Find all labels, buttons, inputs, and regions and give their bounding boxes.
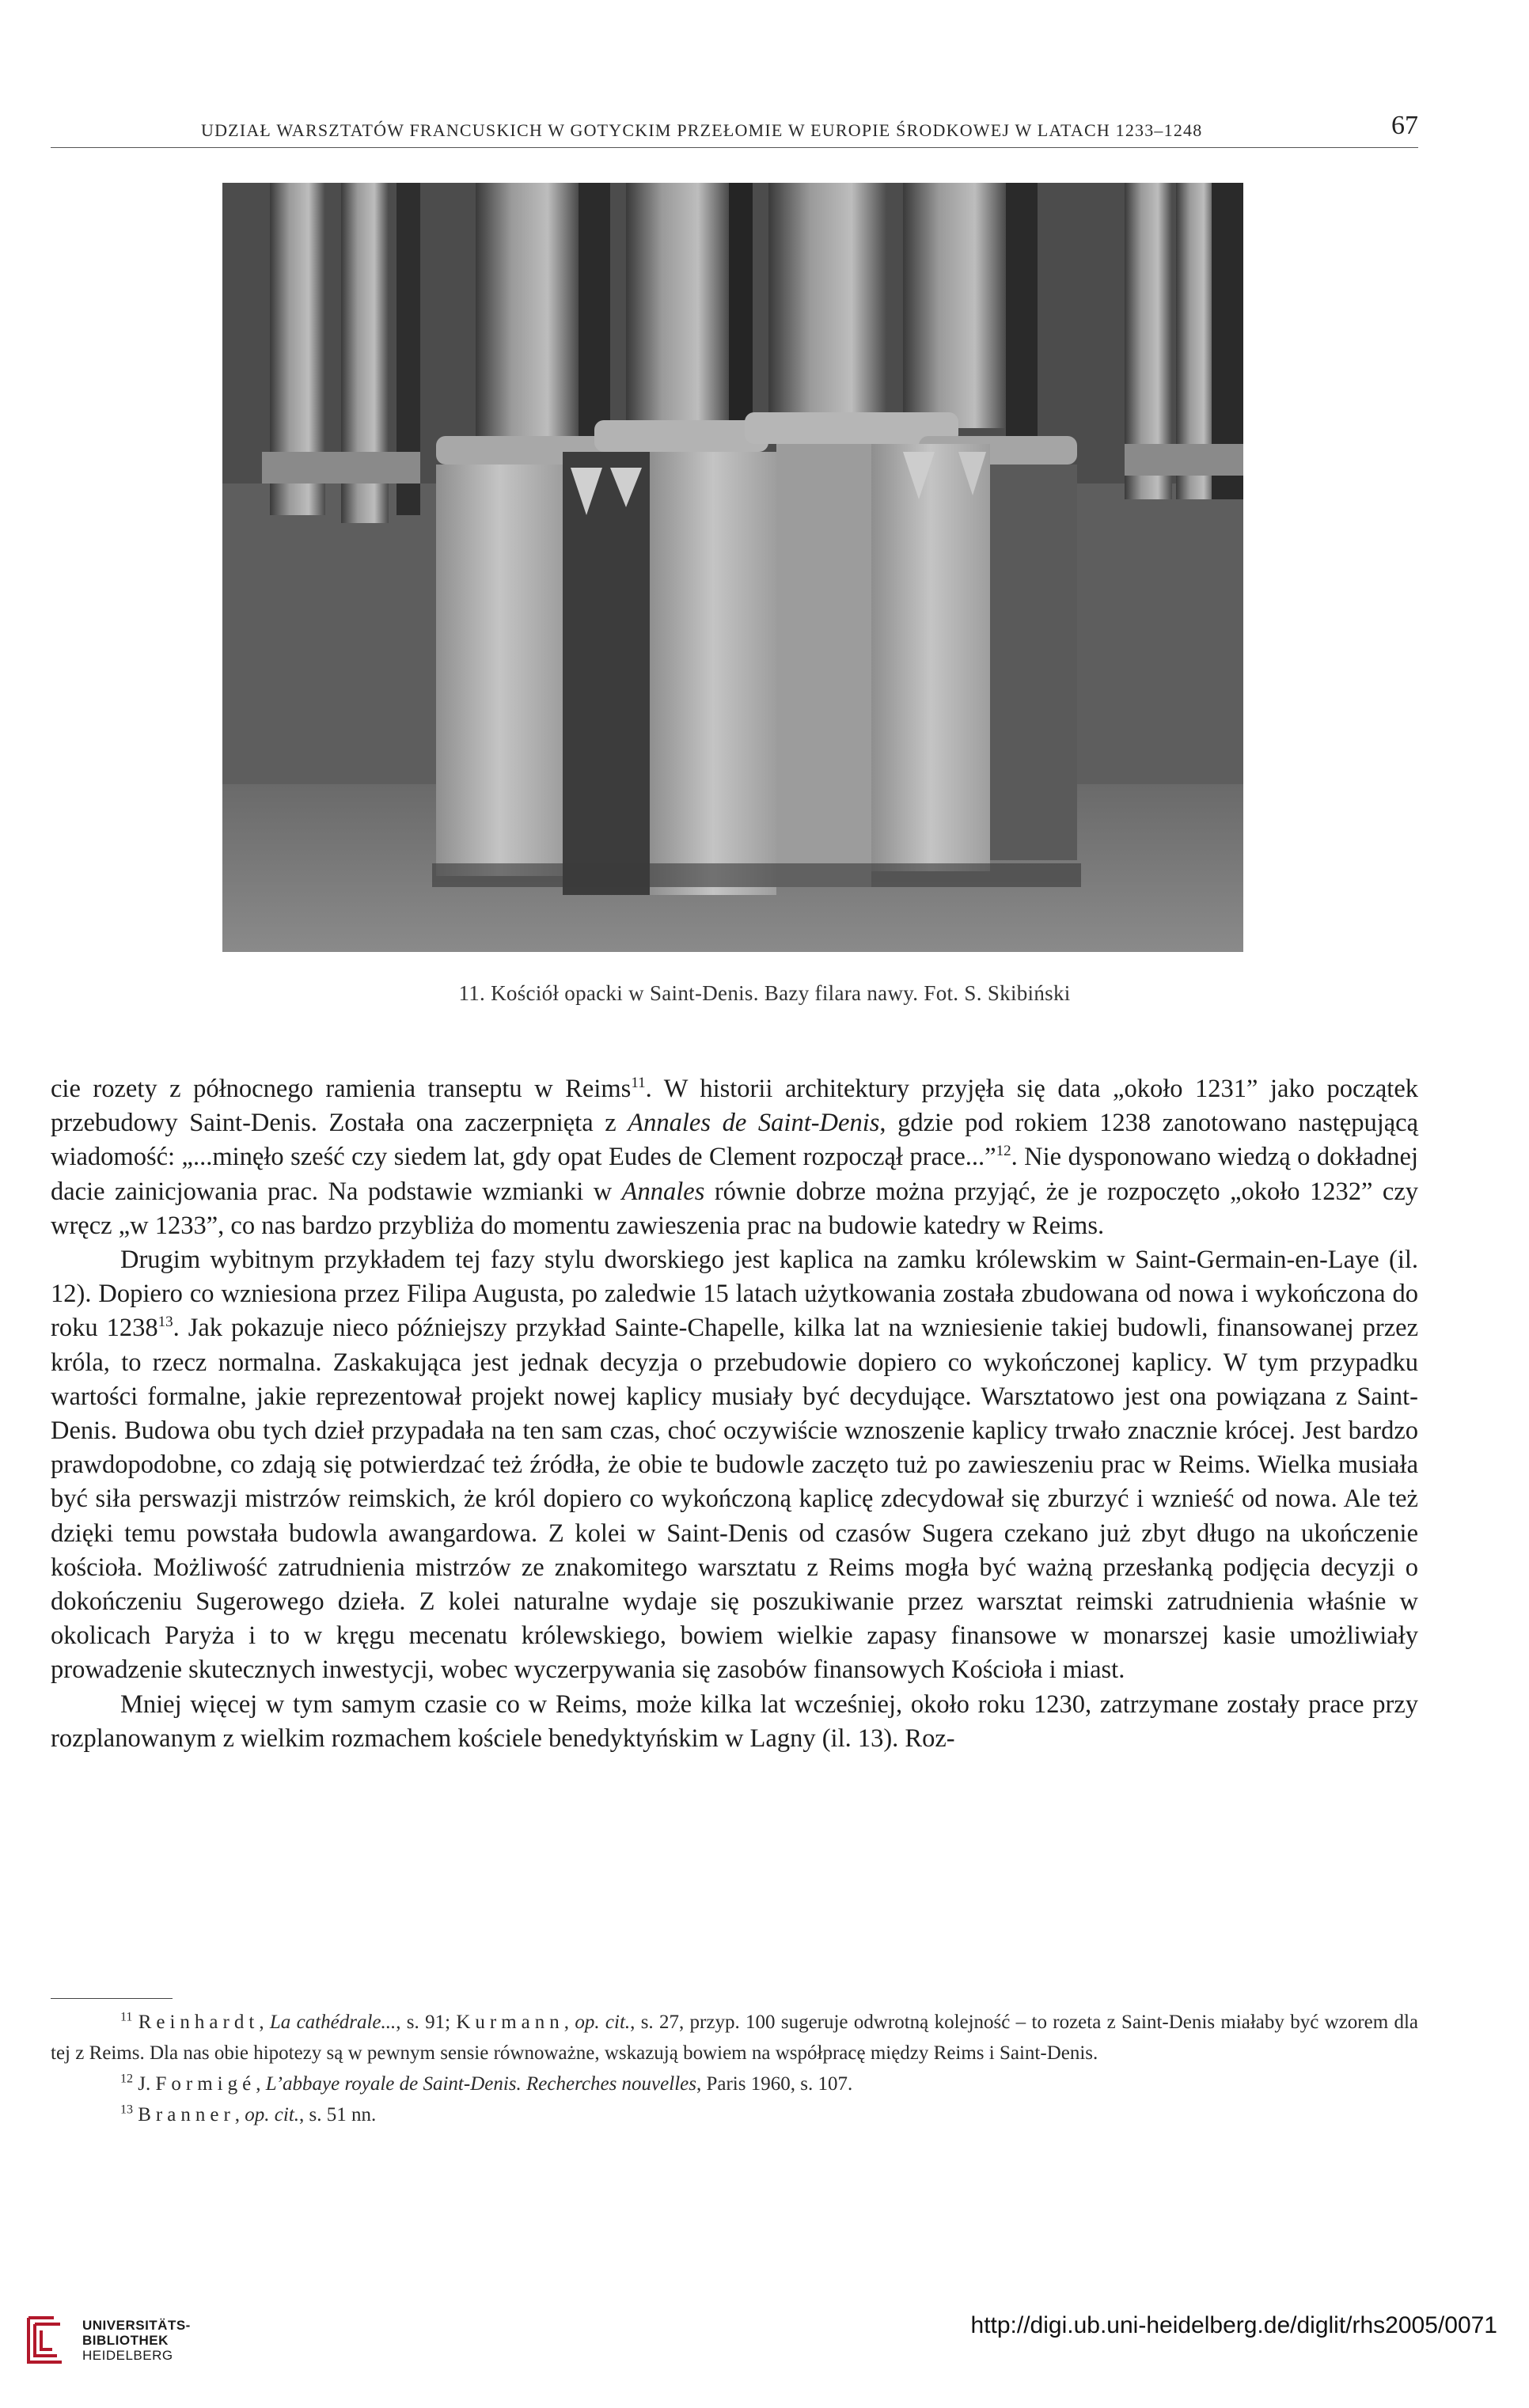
paragraph-1: cie rozety z północnego ramienia transeptu w Reims$^{11}$. W historii architektury przyjęła się data „około 1231” jako początek przebudowy Saint-Denis. Została ona zaczerpnięta z Annales de Saint-Denis, gdzie pod rokiem 1238 zanotowano następującą wiadomość: „...minęło sześć czy siedem lat, gdy opat Eudes de Clement rozpoczął prace...”$^{12}$. Nie dysponowano wiedzą o dokładnej dacie zainicjowania prac. Na podstawie wzmianki w Annales równie dobrze można przyjąć, że je rozpoczęto „około 1232” czy wręcz „w 1233”, co nas bardzo przybliża do momentu zawieszenia prac na budowie katedry w Reims. (51, 1075, 1418, 1240)
library-name-line3: HEIDELBERG (82, 2347, 173, 2363)
pier-bases-photo (222, 183, 1243, 952)
footnote-12: $^{12}$ J. Formigé, L’abbaye royale de Saint-Denis. Recherches nouvelles, Paris 1960, s. 107. (120, 2072, 853, 2095)
running-title: UDZIAŁ WARSZTATÓW FRANCUSKICH W GOTYCKIM PRZEŁOMIE W EUROPIE ŚRODKOWEJ W LATACH 1233–1248 (201, 120, 1203, 140)
source-url-link[interactable]: http://digi.ub.uni-heidelberg.de/diglit/rhs2005/0071 (970, 2312, 1497, 2338)
header-rule (51, 147, 1418, 148)
footnote-ref-12[interactable]: 12 (996, 1143, 1011, 1160)
page-number: 67 (1391, 111, 1418, 140)
body-text (51, 1072, 1418, 1756)
university-library-logo-icon (17, 2311, 73, 2368)
library-name-line1: UNIVERSITÄTS- (82, 2317, 191, 2333)
paragraph-3: Mniej więcej w tym samym czasie co w Reims, może kilka lat wcześniej, około roku 1230, zatrzymane zostały prace przy rozplanowanym z wielkim rozmachem kościele benedyktyńskim w Lagny (il. 13). Roz- (51, 1689, 1418, 1753)
paragraph-2: Drugim wybitnym przykładem tej fazy stylu dworskiego jest kaplica na zamku królewskim w Saint-Germain-en-Laye (il. 12). Dopiero co wzniesiona przez Filipa Augusta, po zaledwie 15 latach użytkowania została zbudowana od nowa i wykończona do roku 1238$^{13}$. Jak pokazuje nieco późniejszy przykład Sainte-Chapelle, kilka lat na wzniesienie takiej budowli, finansowanej przez króla, to rzecz normalna. Zaskakująca jest jednak decyzja o przebudowie dopiero co wykończonej kaplicy. W tym przypadku wartości formalne, jakie reprezentował projekt nowej kaplicy musiały być decydujące. Warsztatowo jest ona powiązana z Saint-Denis. Budowa obu tych dzieł przypadała na ten sam czas, choć oczywiście wznoszenie kaplicy trwało znacznie krócej. Jest bardzo prawdopodobne, co zdają się potwierdzać też źródła, że obie te budowle zaczęto tuż po zawieszeniu prac w Reims. Wielka musiała być siła perswazji mistrzów reimskich, że król dopiero co wykończoną kaplicę zdecydował się zburzyć i wznieść od nowa. Ale też dzięki temu powstała budowla awangardowa. Z kolei w Saint-Denis od czasów Sugera czekano już zbyt długo na ukończenie kościoła. Możliwość zatrudnienia mistrzów ze znakomitego warsztatu z Reims mogła być ważną przesłanką podjęcia decyzji o dokończeniu Sugerowego dzieła. Z kolei naturalne wydaje się poszukiwanie przez warsztat reimski zatrudnienia właśnie w okolicach Paryża i to w kręgu mecenatu królewskiego, bowiem wielkie zapasy finansowe w monarszej kasie umożliwiały prowadzenie skutecznych inwestycji, wobec wyczerpywania się zasobów finansowych Kościoła i miast. (51, 1246, 1419, 1685)
footnote-rule (51, 1998, 173, 1999)
footnote-11: $^{11}$ Reinhardt, La cathédrale..., s. 91; Kurmann, op. cit., s. 27, przyp. 100 sugeruje odwrotną kolejność – to rozeta z Saint-Denis miałaby być wzorem dla tej z Reims. Dla nas obie hipotezy są w pewnym sensie równoważne, wskazują bowiem na współpracę między Reims i Saint-Denis. (51, 2010, 1418, 2064)
footnote-ref-11[interactable]: 11 (631, 1075, 646, 1092)
footnote-13: $^{13}$ Branner, op. cit., s. 51 nn. (120, 2103, 377, 2125)
footnote-ref-13[interactable]: 13 (157, 1314, 173, 1331)
footnotes (51, 2007, 1418, 2130)
figure-photo-pier-bases (222, 183, 1243, 952)
library-logo-block (17, 2311, 191, 2368)
library-name-line2: BIBLIOTHEK (82, 2332, 169, 2348)
figure-caption: 11. Kościół opacki w Saint-Denis. Bazy filara nawy. Fot. S. Skibiński (458, 981, 1071, 1005)
